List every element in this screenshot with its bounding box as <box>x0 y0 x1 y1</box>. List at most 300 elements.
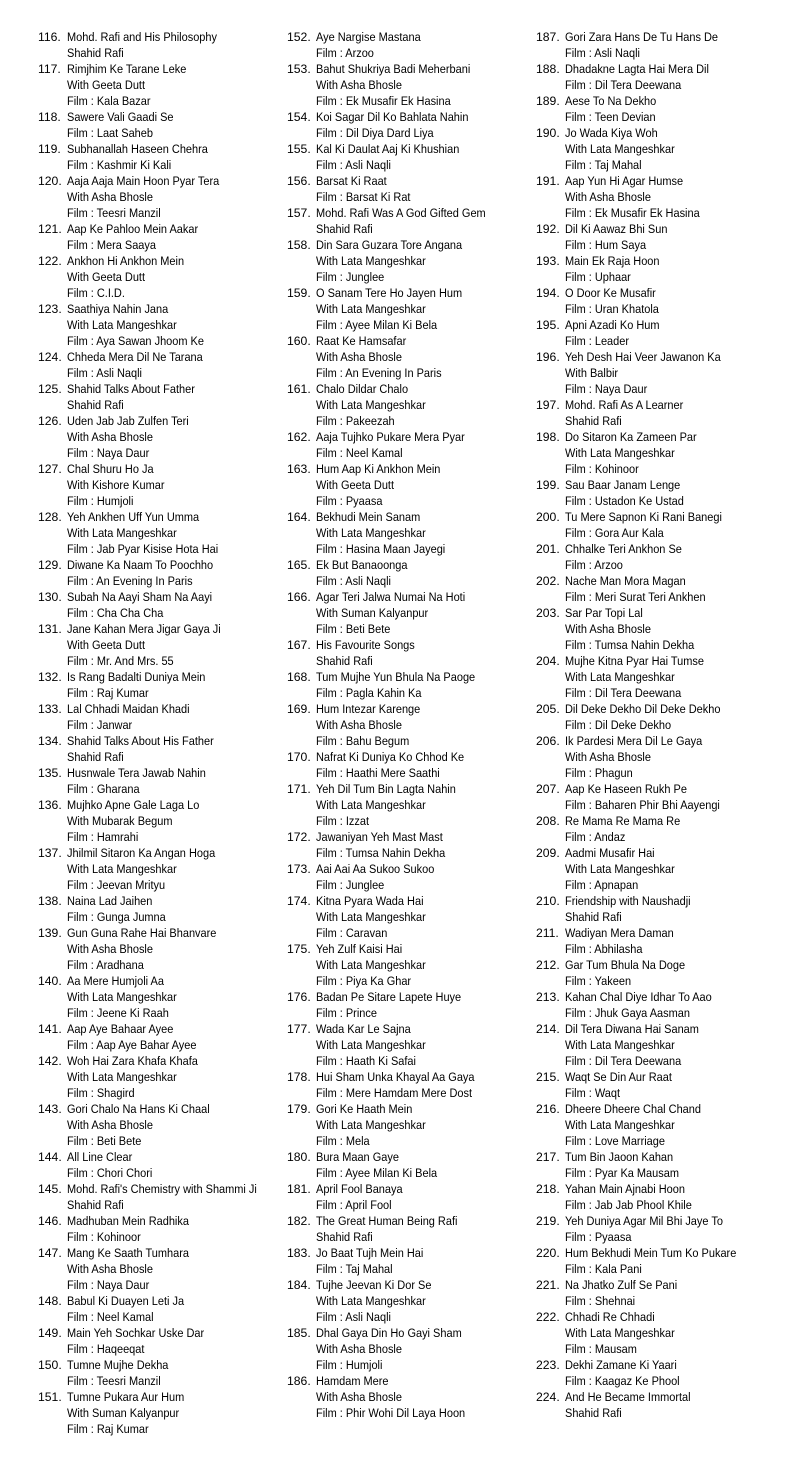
track-entry <box>38 1389 287 1437</box>
track-details <box>316 829 536 861</box>
track-entry <box>287 781 536 829</box>
track-number: 182. <box>287 1214 311 1228</box>
track-number: 172. <box>287 830 311 844</box>
track-credit: With Geeta Dutt <box>316 478 395 492</box>
track-title: Chhalke Teri Ankhon Se <box>565 542 682 556</box>
track-details <box>565 317 800 349</box>
track-title: Aap Ke Haseen Rukh Pe <box>565 782 687 796</box>
track-entry <box>536 429 800 477</box>
track-title: Na Jhatko Zulf Se Pani <box>565 1278 678 1292</box>
track-title: Waqt Se Din Aur Raat <box>565 1070 672 1084</box>
track-credit: Film : Junglee <box>316 878 385 892</box>
track-number: 141. <box>38 1022 62 1036</box>
track-number: 212. <box>536 958 560 972</box>
track-title: The Great Human Being Rafi <box>316 1214 458 1228</box>
track-number: 128. <box>38 510 62 524</box>
track-details <box>67 925 287 973</box>
track-credit: With Asha Bhosle <box>316 350 402 364</box>
track-details <box>67 1213 287 1245</box>
track-entry <box>38 845 287 893</box>
track-credit: Film : Ustadon Ke Ustad <box>565 494 684 508</box>
track-details <box>565 1021 800 1069</box>
track-credit: With Asha Bhosle <box>67 1118 153 1132</box>
track-credit: Film : Bahu Begum <box>316 734 410 748</box>
track-title: Gar Tum Bhula Na Doge <box>565 958 686 972</box>
track-title: Yeh Duniya Agar Mil Bhi Jaye To <box>565 1214 723 1228</box>
track-details <box>67 1053 287 1101</box>
track-credit: Film : Jab Jab Phool Khile <box>565 1198 692 1212</box>
track-details <box>67 973 287 1021</box>
track-details <box>565 477 800 509</box>
track-number: 142. <box>38 1054 62 1068</box>
track-number: 219. <box>536 1214 560 1228</box>
track-credit: Film : Beti Bete <box>67 1134 142 1148</box>
track-credit: Film : Mera Saaya <box>67 238 157 252</box>
track-number: 220. <box>536 1246 560 1260</box>
track-credit: Shahid Rafi <box>565 910 622 924</box>
track-title: Agar Teri Jalwa Numai Na Hoti <box>316 590 466 604</box>
track-details <box>565 1357 800 1389</box>
track-credit: With Kishore Kumar <box>67 478 165 492</box>
track-entry <box>287 589 536 637</box>
track-details <box>67 557 287 589</box>
track-credit: Film : Kala Pani <box>565 1262 642 1276</box>
track-details <box>316 893 536 941</box>
track-entry <box>38 1325 287 1357</box>
track-credit: Film : Asli Naqli <box>67 366 142 380</box>
track-entry <box>287 1149 536 1181</box>
track-entry <box>38 621 287 669</box>
track-credit: Shahid Rafi <box>565 1406 622 1420</box>
track-credit: With Lata Mangeshkar <box>565 670 675 684</box>
track-credit: Film : Taj Mahal <box>316 1262 393 1276</box>
track-details <box>565 1069 800 1101</box>
track-title: Hui Sham Unka Khayal Aa Gaya <box>316 1070 475 1084</box>
track-entry <box>38 1245 287 1293</box>
track-number: 131. <box>38 622 62 636</box>
track-number: 155. <box>287 142 311 156</box>
track-credit: Film : Baharen Phir Bhi Aayengi <box>565 798 720 812</box>
track-details <box>316 1245 536 1277</box>
track-title: Husnwale Tera Jawab Nahin <box>67 766 206 780</box>
track-title: Hum Aap Ki Ankhon Mein <box>316 462 441 476</box>
track-credit: With Lata Mangeshkar <box>316 254 426 268</box>
track-entry <box>536 893 800 925</box>
track-number: 136. <box>38 798 62 812</box>
track-title: Wada Kar Le Sajna <box>316 1022 411 1036</box>
track-credit: Film : Apnapan <box>565 878 639 892</box>
track-details <box>565 845 800 893</box>
track-number: 207. <box>536 782 560 796</box>
track-details <box>67 621 287 669</box>
track-title: Mujhe Kitna Pyar Hai Tumse <box>565 654 705 668</box>
track-title: All Line Clear <box>67 1150 133 1164</box>
track-credit: Film : Kashmir Ki Kali <box>67 158 172 172</box>
track-number: 176. <box>287 990 311 1004</box>
track-credit: Film : Gora Aur Kala <box>565 526 664 540</box>
track-title: Nafrat Ki Duniya Ko Chhod Ke <box>316 750 465 764</box>
track-entry <box>287 29 536 61</box>
track-details <box>67 461 287 509</box>
track-credit: Shahid Rafi <box>316 1230 373 1244</box>
track-credit: Film : Leader <box>565 334 630 348</box>
track-credit: Film : Arzoo <box>316 46 374 60</box>
track-title: Main Yeh Sochkar Uske Dar <box>67 1326 205 1340</box>
track-details <box>316 509 536 557</box>
track-title: Wadiyan Mera Daman <box>565 926 674 940</box>
track-number: 187. <box>536 30 560 44</box>
track-title: Naina Lad Jaihen <box>67 894 153 908</box>
track-number: 152. <box>287 30 311 44</box>
track-credit: Shahid Rafi <box>67 398 124 412</box>
track-number: 133. <box>38 702 62 716</box>
track-number: 157. <box>287 206 311 220</box>
track-entry <box>38 797 287 845</box>
track-title: Babul Ki Duayen Leti Ja <box>67 1294 185 1308</box>
track-entry <box>287 429 536 461</box>
track-entry <box>287 1325 536 1373</box>
track-title: Dil Tera Diwana Hai Sanam <box>565 1022 699 1036</box>
track-details <box>67 1181 287 1213</box>
track-title: Yahan Main Ajnabi Hoon <box>565 1182 685 1196</box>
track-title: Subah Na Aayi Sham Na Aayi <box>67 590 213 604</box>
track-title: Mohd. Rafi Was A God Gifted Gem <box>316 206 486 220</box>
track-number: 180. <box>287 1150 311 1164</box>
track-title: Aese To Na Dekho <box>565 94 657 108</box>
track-number: 185. <box>287 1326 311 1340</box>
track-details <box>67 381 287 413</box>
track-number: 162. <box>287 430 311 444</box>
track-details <box>67 1149 287 1181</box>
track-number: 160. <box>287 334 311 348</box>
track-details <box>565 1149 800 1181</box>
track-number: 195. <box>536 318 560 332</box>
track-credit: Film : Haath Ki Safai <box>316 1054 416 1068</box>
track-title: Sawere Vali Gaadi Se <box>67 110 174 124</box>
track-entry <box>536 733 800 781</box>
track-entry <box>38 29 287 61</box>
track-credit: Film : Jeene Ki Raah <box>67 1006 169 1020</box>
track-details <box>316 1101 536 1149</box>
track-number: 121. <box>38 222 62 236</box>
track-entry <box>287 701 536 749</box>
track-number: 215. <box>536 1070 560 1084</box>
track-title: Badan Pe Sitare Lapete Huye <box>316 990 462 1004</box>
track-entry <box>287 1069 536 1101</box>
track-credit: Film : Teesri Manzil <box>67 1374 161 1388</box>
track-title: Shahid Talks About Father <box>67 382 195 396</box>
track-credit: Film : Phagun <box>565 766 633 780</box>
track-credit: Film : Kala Bazar <box>67 94 151 108</box>
track-credit: Film : Laat Saheb <box>67 126 153 140</box>
track-title: Yeh Desh Hai Veer Jawanon Ka <box>565 350 721 364</box>
track-credit: Film : An Evening In Paris <box>316 366 442 380</box>
track-details <box>67 1357 287 1389</box>
track-details <box>316 749 536 781</box>
track-title: Saathiya Nahin Jana <box>67 302 169 316</box>
track-entry <box>38 1149 287 1181</box>
track-details <box>316 109 536 141</box>
track-title: Lal Chhadi Maidan Khadi <box>67 702 190 716</box>
track-number: 174. <box>287 894 311 908</box>
track-credit: Film : Ek Musafir Ek Hasina <box>316 94 451 108</box>
track-details <box>565 701 800 733</box>
track-details <box>67 173 287 221</box>
track-number: 205. <box>536 702 560 716</box>
track-entry <box>287 205 536 237</box>
track-entry <box>38 61 287 109</box>
track-title: Hum Bekhudi Mein Tum Ko Pukare <box>565 1246 737 1260</box>
track-title: Subhanallah Haseen Chehra <box>67 142 208 156</box>
track-entry <box>38 1021 287 1053</box>
track-entry <box>536 317 800 349</box>
track-entry <box>287 109 536 141</box>
track-details <box>316 29 536 61</box>
track-title: Ankhon Hi Ankhon Mein <box>67 254 185 268</box>
track-title: Nache Man Mora Magan <box>565 574 686 588</box>
track-entry <box>536 61 800 93</box>
track-credit: Film : Barsat Ki Rat <box>316 190 411 204</box>
track-number: 124. <box>38 350 62 364</box>
track-entry <box>536 845 800 893</box>
track-credit: Film : Asli Naqli <box>316 1310 391 1324</box>
track-entry <box>38 349 287 381</box>
track-entry <box>536 509 800 541</box>
track-number: 166. <box>287 590 311 604</box>
track-entry <box>536 701 800 733</box>
track-number: 175. <box>287 942 311 956</box>
track-details <box>565 125 800 173</box>
track-credit: Film : Tumsa Nahin Dekha <box>316 846 446 860</box>
track-number: 144. <box>38 1150 62 1164</box>
track-number: 194. <box>536 286 560 300</box>
track-credit: Film : Dil Diya Dard Liya <box>316 126 434 140</box>
track-credit: With Asha Bhosle <box>67 430 153 444</box>
track-title: Diwane Ka Naam To Poochho <box>67 558 214 572</box>
track-title: Jawaniyan Yeh Mast Mast <box>316 830 443 844</box>
track-credit: Film : Raj Kumar <box>67 1422 149 1436</box>
track-credit: With Lata Mangeshkar <box>67 990 177 1004</box>
track-details <box>316 1277 536 1325</box>
track-credit: Film : Naya Daur <box>67 1278 150 1292</box>
track-entry <box>38 109 287 141</box>
track-title: Do Sitaron Ka Zameen Par <box>565 430 697 444</box>
track-entry <box>287 941 536 989</box>
track-details <box>67 701 287 733</box>
track-entry <box>536 221 800 253</box>
track-credit: Shahid Rafi <box>316 222 373 236</box>
track-credit: Film : Yakeen <box>565 974 632 988</box>
track-credit: Film : Mere Hamdam Mere Dost <box>316 1086 473 1100</box>
track-credit: Film : Asli Naqli <box>565 46 640 60</box>
track-entry <box>38 1101 287 1149</box>
track-credit: Film : Neel Kamal <box>67 1310 154 1324</box>
track-entry <box>536 957 800 989</box>
track-credit: Film : Ek Musafir Ek Hasina <box>565 206 700 220</box>
track-credit: With Lata Mangeshkar <box>67 526 177 540</box>
track-entry <box>536 1181 800 1213</box>
track-credit: With Lata Mangeshkar <box>316 398 426 412</box>
track-title: Aye Nargise Mastana <box>316 30 421 44</box>
track-details <box>67 1389 287 1437</box>
track-details <box>316 989 536 1021</box>
track-credit: With Lata Mangeshkar <box>565 862 675 876</box>
track-credit: With Lata Mangeshkar <box>316 1294 426 1308</box>
track-details <box>565 61 800 93</box>
track-credit: Film : Naya Daur <box>565 382 648 396</box>
track-title: Woh Hai Zara Khafa Khafa <box>67 1054 198 1068</box>
track-title: Madhuban Mein Radhika <box>67 1214 189 1228</box>
track-number: 217. <box>536 1150 560 1164</box>
track-title: Sau Baar Janam Lenge <box>565 478 681 492</box>
track-entry <box>287 1181 536 1213</box>
track-credit: Film : Dil Tera Deewana <box>565 78 682 92</box>
track-details <box>67 733 287 765</box>
track-number: 120. <box>38 174 62 188</box>
track-details <box>316 669 536 701</box>
track-entry <box>38 173 287 221</box>
track-number: 151. <box>38 1390 62 1404</box>
track-details <box>316 1021 536 1069</box>
track-credit: Film : Shagird <box>67 1086 135 1100</box>
track-number: 163. <box>287 462 311 476</box>
track-title: Tujhe Jeevan Ki Dor Se <box>316 1278 432 1292</box>
track-number: 200. <box>536 510 560 524</box>
track-number: 218. <box>536 1182 560 1196</box>
track-details <box>565 989 800 1021</box>
track-credit: With Lata Mangeshkar <box>565 1118 675 1132</box>
track-number: 148. <box>38 1294 62 1308</box>
track-title: O Door Ke Musafir <box>565 286 656 300</box>
track-entry <box>536 1245 800 1277</box>
track-credit: Film : Haathi Mere Saathi <box>316 766 440 780</box>
track-details <box>565 173 800 221</box>
track-credit: With Lata Mangeshkar <box>565 1038 675 1052</box>
track-credit: Film : Humjoli <box>316 1358 383 1372</box>
track-details <box>67 141 287 173</box>
track-number: 206. <box>536 734 560 748</box>
track-details <box>316 781 536 829</box>
track-title: Rimjhim Ke Tarane Leke <box>67 62 187 76</box>
track-credit: Shahid Rafi <box>565 414 622 428</box>
track-entry <box>536 605 800 653</box>
track-entry <box>287 637 536 669</box>
track-credit: Film : Pyaasa <box>316 494 383 508</box>
track-details <box>565 893 800 925</box>
track-credit: With Geeta Dutt <box>67 78 146 92</box>
track-number: 189. <box>536 94 560 108</box>
track-number: 170. <box>287 750 311 764</box>
track-entry <box>38 509 287 557</box>
track-details <box>565 813 800 845</box>
track-entry <box>287 749 536 781</box>
track-credit: Film : Pagla Kahin Ka <box>316 686 422 700</box>
track-title: Friendship with Naushadji <box>565 894 691 908</box>
track-entry <box>536 989 800 1021</box>
track-credit: Film : C.I.D. <box>67 286 125 300</box>
track-entry <box>536 541 800 573</box>
track-title: Tumne Pukara Aur Hum <box>67 1390 185 1404</box>
track-details <box>316 637 536 669</box>
track-title: O Sanam Tere Ho Jayen Hum <box>316 286 463 300</box>
track-number: 204. <box>536 654 560 668</box>
track-number: 165. <box>287 558 311 572</box>
track-number: 125. <box>38 382 62 396</box>
track-number: 116. <box>38 30 61 44</box>
track-credit: Film : Mausam <box>565 1342 637 1356</box>
tracklist-column-3 <box>536 29 800 1478</box>
track-details <box>565 397 800 429</box>
track-number: 214. <box>536 1022 560 1036</box>
track-entry <box>536 1213 800 1245</box>
track-number: 177. <box>287 1022 311 1036</box>
track-credit: With Asha Bhosle <box>316 718 402 732</box>
track-title: Dekhi Zamane Ki Yaari <box>565 1358 677 1372</box>
track-entry <box>38 701 287 733</box>
track-entry <box>38 221 287 253</box>
track-title: Re Mama Re Mama Re <box>565 814 681 828</box>
track-credit: Film : Gunga Jumna <box>67 910 166 924</box>
track-number: 179. <box>287 1102 311 1116</box>
track-number: 203. <box>536 606 560 620</box>
track-details <box>316 1069 536 1101</box>
track-details <box>565 509 800 541</box>
track-credit: With Lata Mangeshkar <box>565 1326 675 1340</box>
track-entry <box>38 461 287 509</box>
track-number: 199. <box>536 478 560 492</box>
track-number: 134. <box>38 734 62 748</box>
track-details <box>565 925 800 957</box>
track-entry <box>38 301 287 349</box>
track-details <box>316 557 536 589</box>
track-title: Chal Shuru Ho Ja <box>67 462 154 476</box>
track-details <box>565 1389 800 1421</box>
track-number: 173. <box>287 862 311 876</box>
track-details <box>565 605 800 653</box>
track-credit: Film : Raj Kumar <box>67 686 149 700</box>
track-number: 208. <box>536 814 560 828</box>
track-details <box>316 285 536 333</box>
track-details <box>565 253 800 285</box>
track-number: 149. <box>38 1326 62 1340</box>
track-details <box>67 589 287 621</box>
track-title: Dheere Dheere Chal Chand <box>565 1102 701 1116</box>
track-title: His Favourite Songs <box>316 638 415 652</box>
track-title: Uden Jab Jab Zulfen Teri <box>67 414 189 428</box>
track-entry <box>287 669 536 701</box>
track-number: 196. <box>536 350 560 364</box>
track-title: Yeh Dil Tum Bin Lagta Nahin <box>316 782 456 796</box>
track-details <box>67 109 287 141</box>
track-details <box>565 429 800 477</box>
track-details <box>565 1277 800 1309</box>
track-credit: Film : Gharana <box>67 782 140 796</box>
track-title: Hamdam Mere <box>316 1374 389 1388</box>
track-title: Bekhudi Mein Sanam <box>316 510 421 524</box>
track-number: 213. <box>536 990 560 1004</box>
track-credit: Shahid Rafi <box>67 1198 124 1212</box>
track-credit: With Asha Bhosle <box>316 1390 402 1404</box>
track-entry <box>536 1277 800 1309</box>
track-entry <box>536 1309 800 1357</box>
track-details <box>316 461 536 509</box>
track-credit: With Suman Kalyanpur <box>67 1406 180 1420</box>
track-credit: With Lata Mangeshkar <box>316 798 426 812</box>
track-entry <box>536 1149 800 1181</box>
track-credit: Film : Mela <box>316 1134 370 1148</box>
track-credit: Shahid Rafi <box>67 46 124 60</box>
track-title: And He Became Immortal <box>565 1390 691 1404</box>
